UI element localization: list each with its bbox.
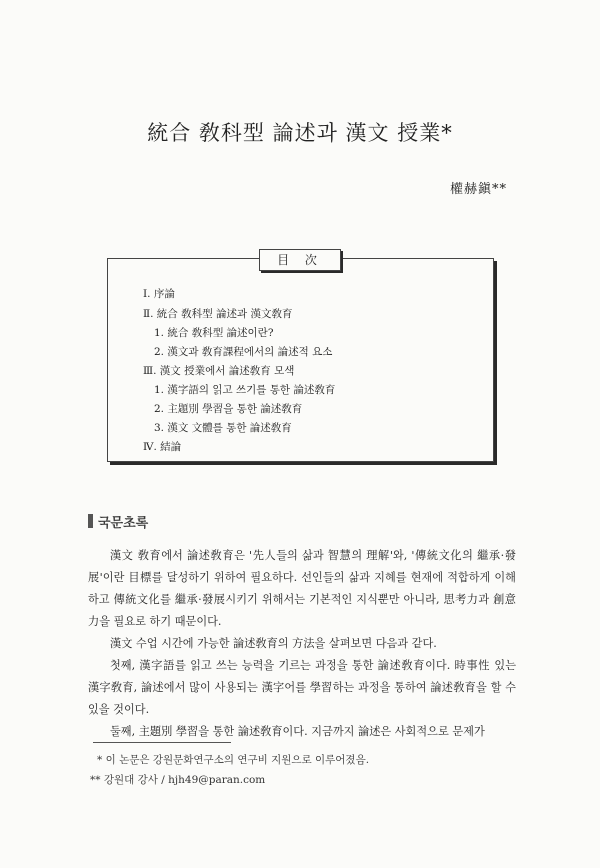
toc-item: 1. 統合 敎科型 論述이란?	[154, 327, 274, 339]
abstract-paragraph: 첫째, 漢字語를 읽고 쓰는 능력을 기르는 과정을 통한 論述敎育이다. 時事性 있는 漢字敎育, 論述에서 많이 사용되는 漢字어를 學習하는 과정을 통하여 論述敎育을 할 수 있을 것이다.	[88, 659, 516, 716]
abstract-paragraph: 漢文 敎育에서 論述敎育은 '先人들의 삶과 智慧의 理解'와, '傳統文化의 繼承·發展'이란 目標를 달성하기 위하여 필요하다. 선인들의 삶과 지혜를 현재에 적합하게 이해하고 傳統文化를 繼承·發展시키기 위해서는 기본적인 지식뿐만 아니라, 思考力과 創意力을 필요로 하기 때문이다.	[88, 549, 516, 628]
table-of-contents	[107, 253, 494, 462]
abstract-paragraph: 漢文 수업 시간에 가능한 論述敎育의 方法을 살펴보면 다음과 같다.	[110, 637, 437, 650]
toc-item: Ⅱ. 統合 敎科型 論述과 漢文敎育	[143, 308, 293, 320]
abstract-heading	[88, 513, 148, 529]
toc-item: 1. 漢字語의 읽고 쓰기를 통한 論述敎育	[154, 384, 336, 396]
author-name: 權赫鎭**	[449, 182, 507, 197]
toc-item: 3. 漢文 文體를 통한 論述敎育	[154, 422, 292, 434]
abstract-paragraph: 둘째, 主題別 學習을 통한 論述敎育이다. 지금까지 論述은 사회적으로 문제가	[110, 725, 485, 738]
abstract-body	[88, 545, 516, 743]
toc-item: Ⅳ. 結論	[143, 441, 182, 453]
toc-item: 2. 主題別 學習을 통한 論述敎育	[154, 403, 303, 415]
footnote-divider	[93, 742, 231, 743]
abstract-heading-label: 국문초록	[98, 515, 149, 531]
toc-item: Ⅰ. 序論	[143, 288, 175, 300]
paper-title: 統合 敎科型 論述과 漢文 授業*	[147, 121, 453, 145]
footnote-funding: * 이 논문은 강원문화연구소의 연구비 지원으로 이루어졌음.	[97, 754, 370, 766]
footnote-author: ** 강원대 강사 / hjh49@paran.com	[90, 774, 266, 786]
section-marker-icon	[88, 514, 93, 528]
toc-heading: 目 次	[259, 249, 341, 271]
toc-item: Ⅲ. 漢文 授業에서 論述敎育 모색	[143, 365, 295, 377]
toc-item: 2. 漢文과 敎育課程에서의 論述적 요소	[154, 346, 333, 358]
